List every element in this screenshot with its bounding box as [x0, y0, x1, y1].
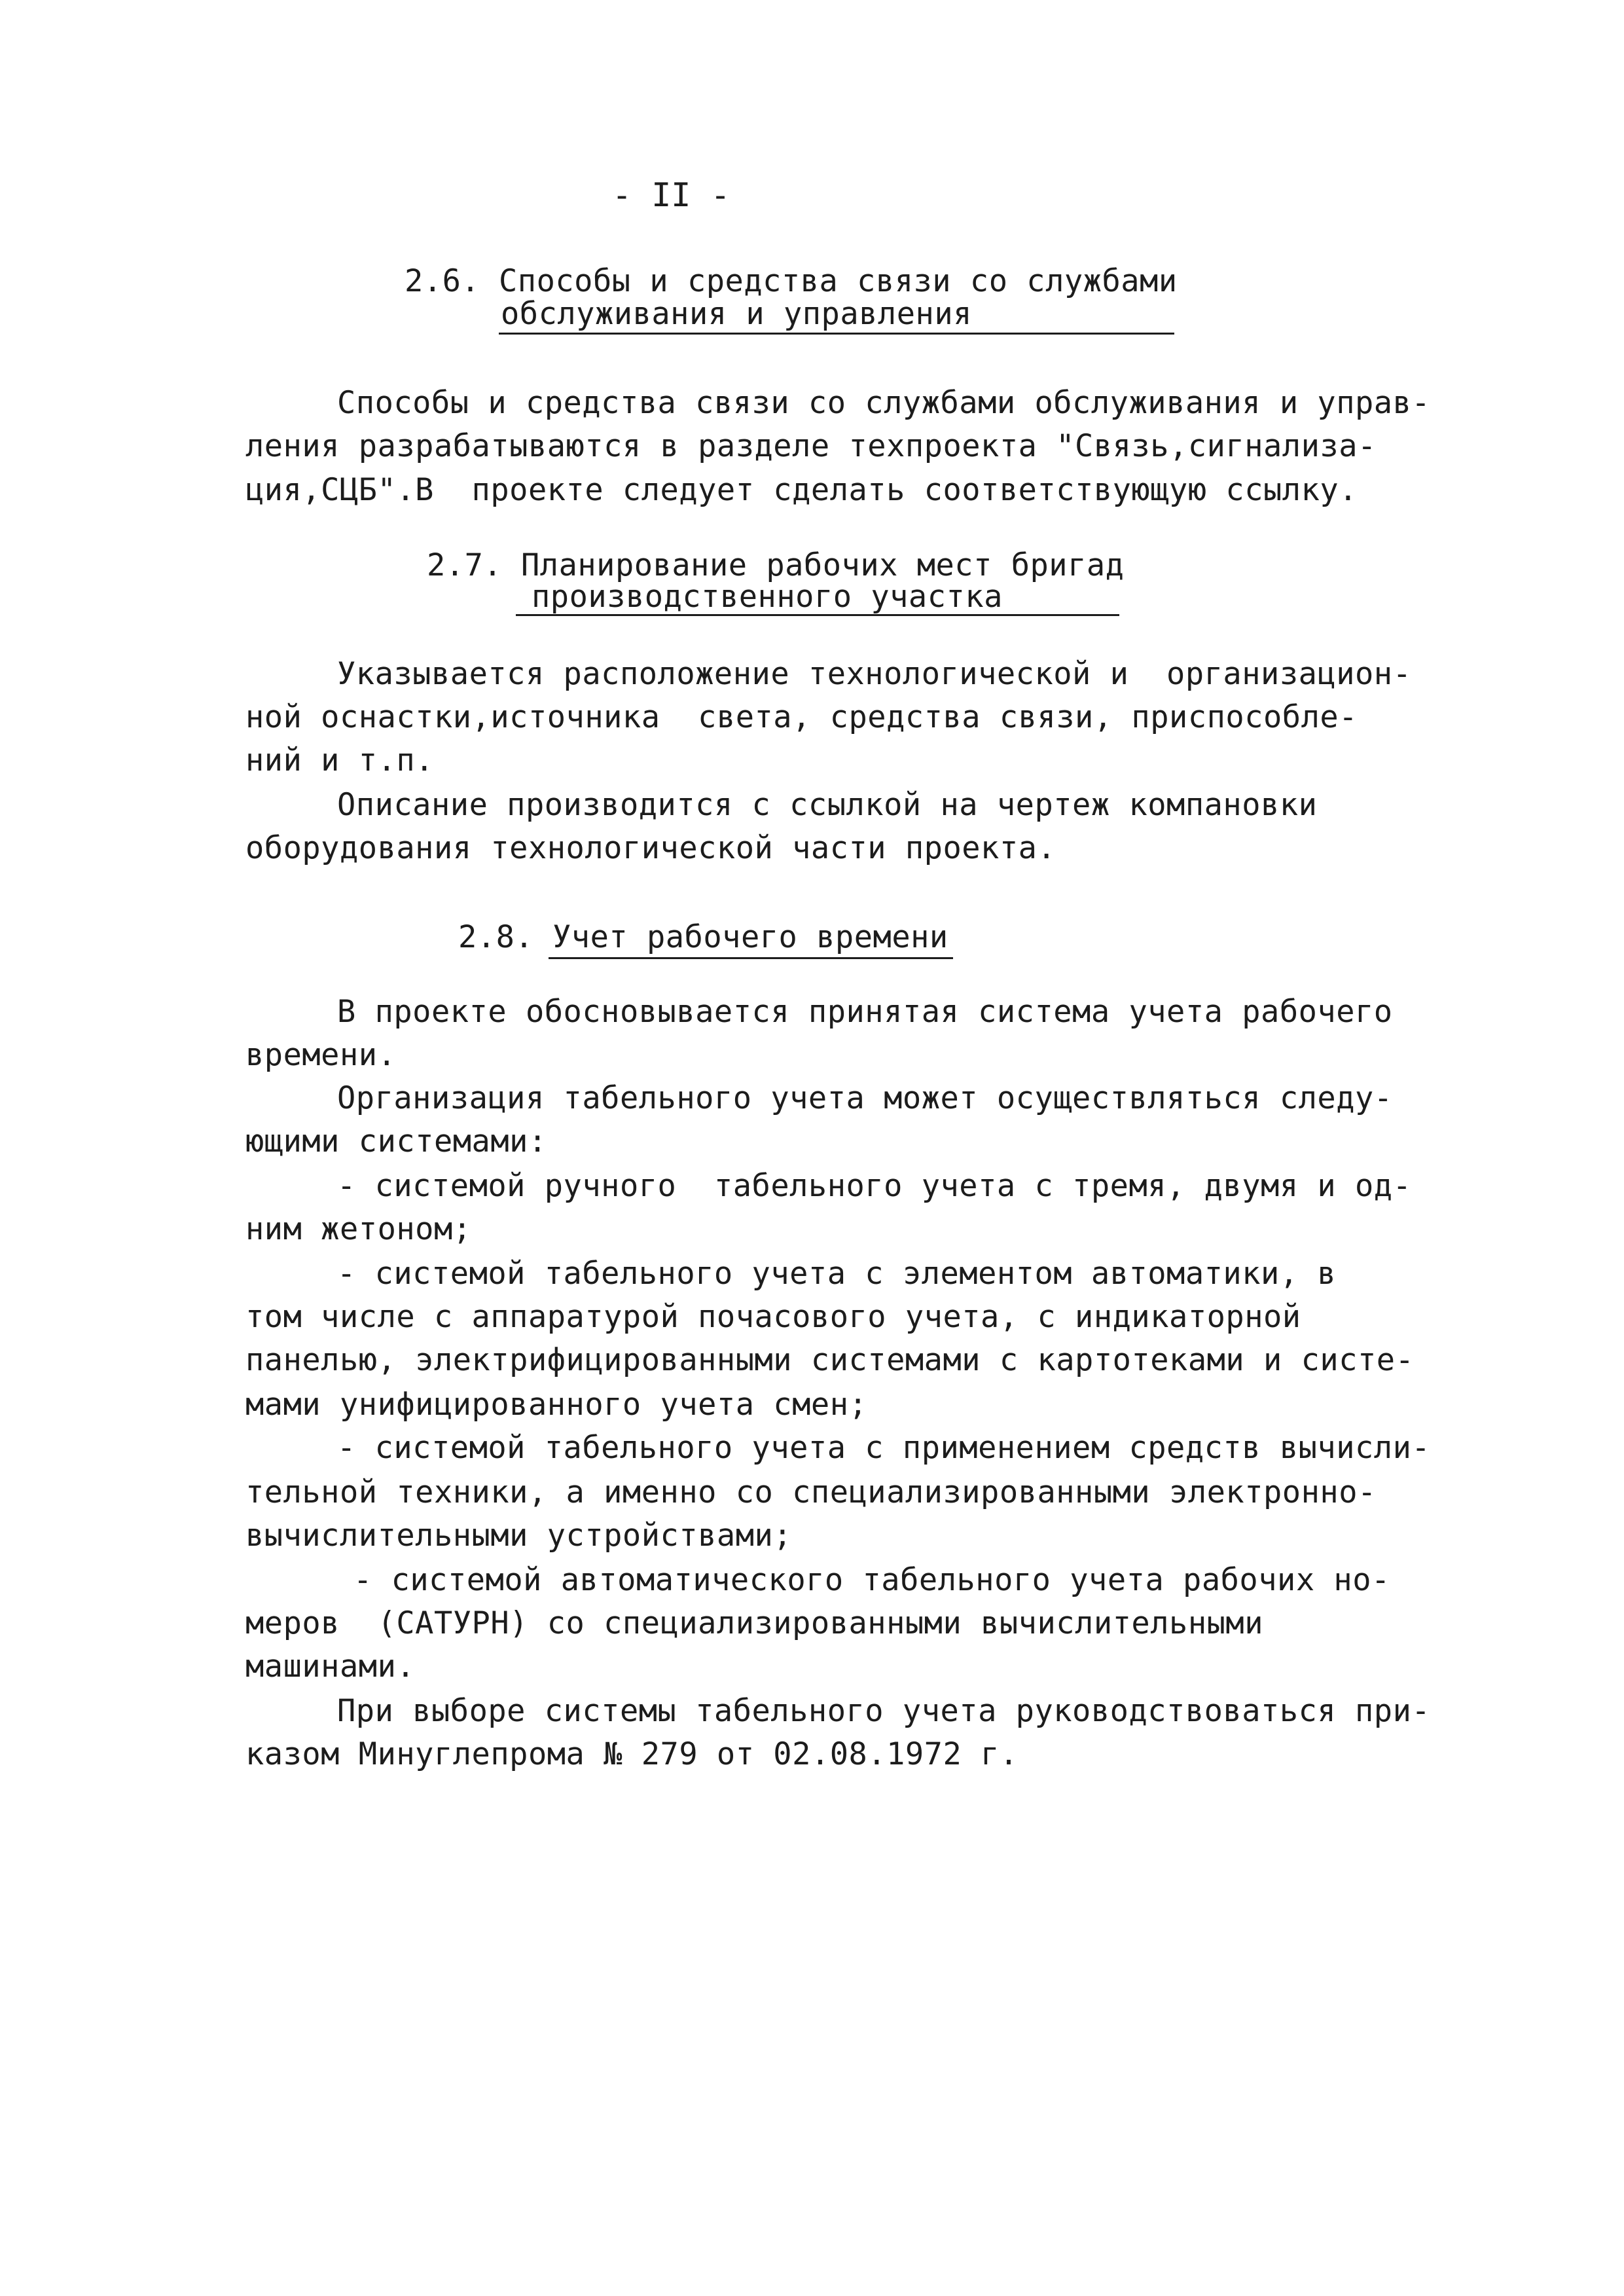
section-2-8-list-item-3-line-3: вычислительными устройствами; — [245, 1518, 793, 1554]
section-2-6-text-line-1: Способы и средства связи со службами обслуживания и управ- — [337, 385, 1431, 421]
section-2-7-text-line-3: ний и т.п. — [245, 742, 434, 778]
section-2-8-list-item-2-line-4: мами унифицированного учета смен; — [245, 1387, 868, 1423]
section-2-7-heading-line1 — [427, 549, 1124, 583]
section-2-8-list-item-4-line-1: - системой автоматического табельного учета рабочих но- — [353, 1562, 1390, 1598]
section-2-6-number: 2.6. — [405, 263, 480, 299]
section-2-7-number: 2.7. — [427, 547, 503, 583]
section-2-6-title-line2: обслуживания и управления — [501, 296, 972, 332]
section-2-8-text-line-final-1: При выборе системы табельного учета руководствоваться при- — [337, 1693, 1431, 1729]
section-2-8-heading — [458, 920, 948, 955]
section-2-8-list-item-1-line-1: - системой ручного табельного учета с тремя, двумя и од- — [337, 1168, 1412, 1204]
section-2-7-text-line-5: оборудования технологической части проекта. — [245, 830, 1056, 866]
section-2-6-title-line1: Способы и средства связи со службами — [498, 263, 1178, 299]
section-2-8-list-item-2-line-3: панелью, электрифицированными системами с картотеками и систе- — [245, 1342, 1415, 1378]
section-2-8-text-line-final-2: казом Минуглепрома № 279 от 02.08.1972 г. — [245, 1736, 1019, 1772]
section-2-7-text-line-1: Указывается расположение технологической и организацион- — [337, 656, 1412, 692]
page-number: - II - — [612, 176, 731, 214]
section-2-6-underline — [499, 333, 1174, 335]
section-2-8-number: 2.8. — [458, 919, 534, 955]
section-2-8-text-line-2: времени. — [245, 1037, 397, 1073]
section-2-7-underline — [516, 614, 1119, 616]
section-2-6-text-line-2: ления разрабатываются в разделе техпроекта "Связь,сигнализа- — [245, 428, 1377, 464]
section-2-8-title: Учет рабочего времени — [552, 919, 948, 955]
section-2-6-heading-line1 — [405, 264, 1178, 299]
section-2-7-text-line-2: ной оснастки,источника света, средства связи, приспособле- — [245, 699, 1358, 735]
section-2-8-list-item-4-line-2: меров (САТУРН) со специализированными вычислительными — [245, 1605, 1264, 1641]
section-2-8-list-item-1-line-2: ним жетоном; — [245, 1211, 472, 1247]
section-2-8-list-item-3-line-1: - системой табельного учета с применением средств вычисли- — [337, 1430, 1431, 1466]
section-2-7-text-line-4: Описание производится с ссылкой на чертеж компановки — [337, 787, 1318, 823]
section-2-6-text-line-3: ция,СЦБ".В проекте следует сделать соответствующую ссылку. — [245, 472, 1358, 508]
section-2-7-title-line2: производственного участка — [532, 579, 1003, 615]
section-2-8-text-line-4: ющими системами: — [245, 1123, 547, 1159]
section-2-8-text-line-1: В проекте обосновывается принятая система учета рабочего — [337, 994, 1393, 1030]
section-2-8-underline — [549, 957, 953, 959]
section-2-7-title-line1: Планирование рабочих мест бригад — [520, 547, 1125, 583]
section-2-8-text-line-3: Организация табельного учета может осуществляться следу- — [337, 1080, 1393, 1116]
section-2-8-list-item-3-line-2: тельной техники, а именно со специализированными электронно- — [245, 1474, 1377, 1510]
section-2-8-list-item-2-line-1: - системой табельного учета с элементом автоматики, в — [337, 1256, 1337, 1292]
section-2-8-list-item-4-line-3: машинами. — [245, 1649, 416, 1685]
section-2-8-list-item-2-line-2: том числе с аппаратурой почасового учета, с индикаторной — [245, 1299, 1301, 1335]
